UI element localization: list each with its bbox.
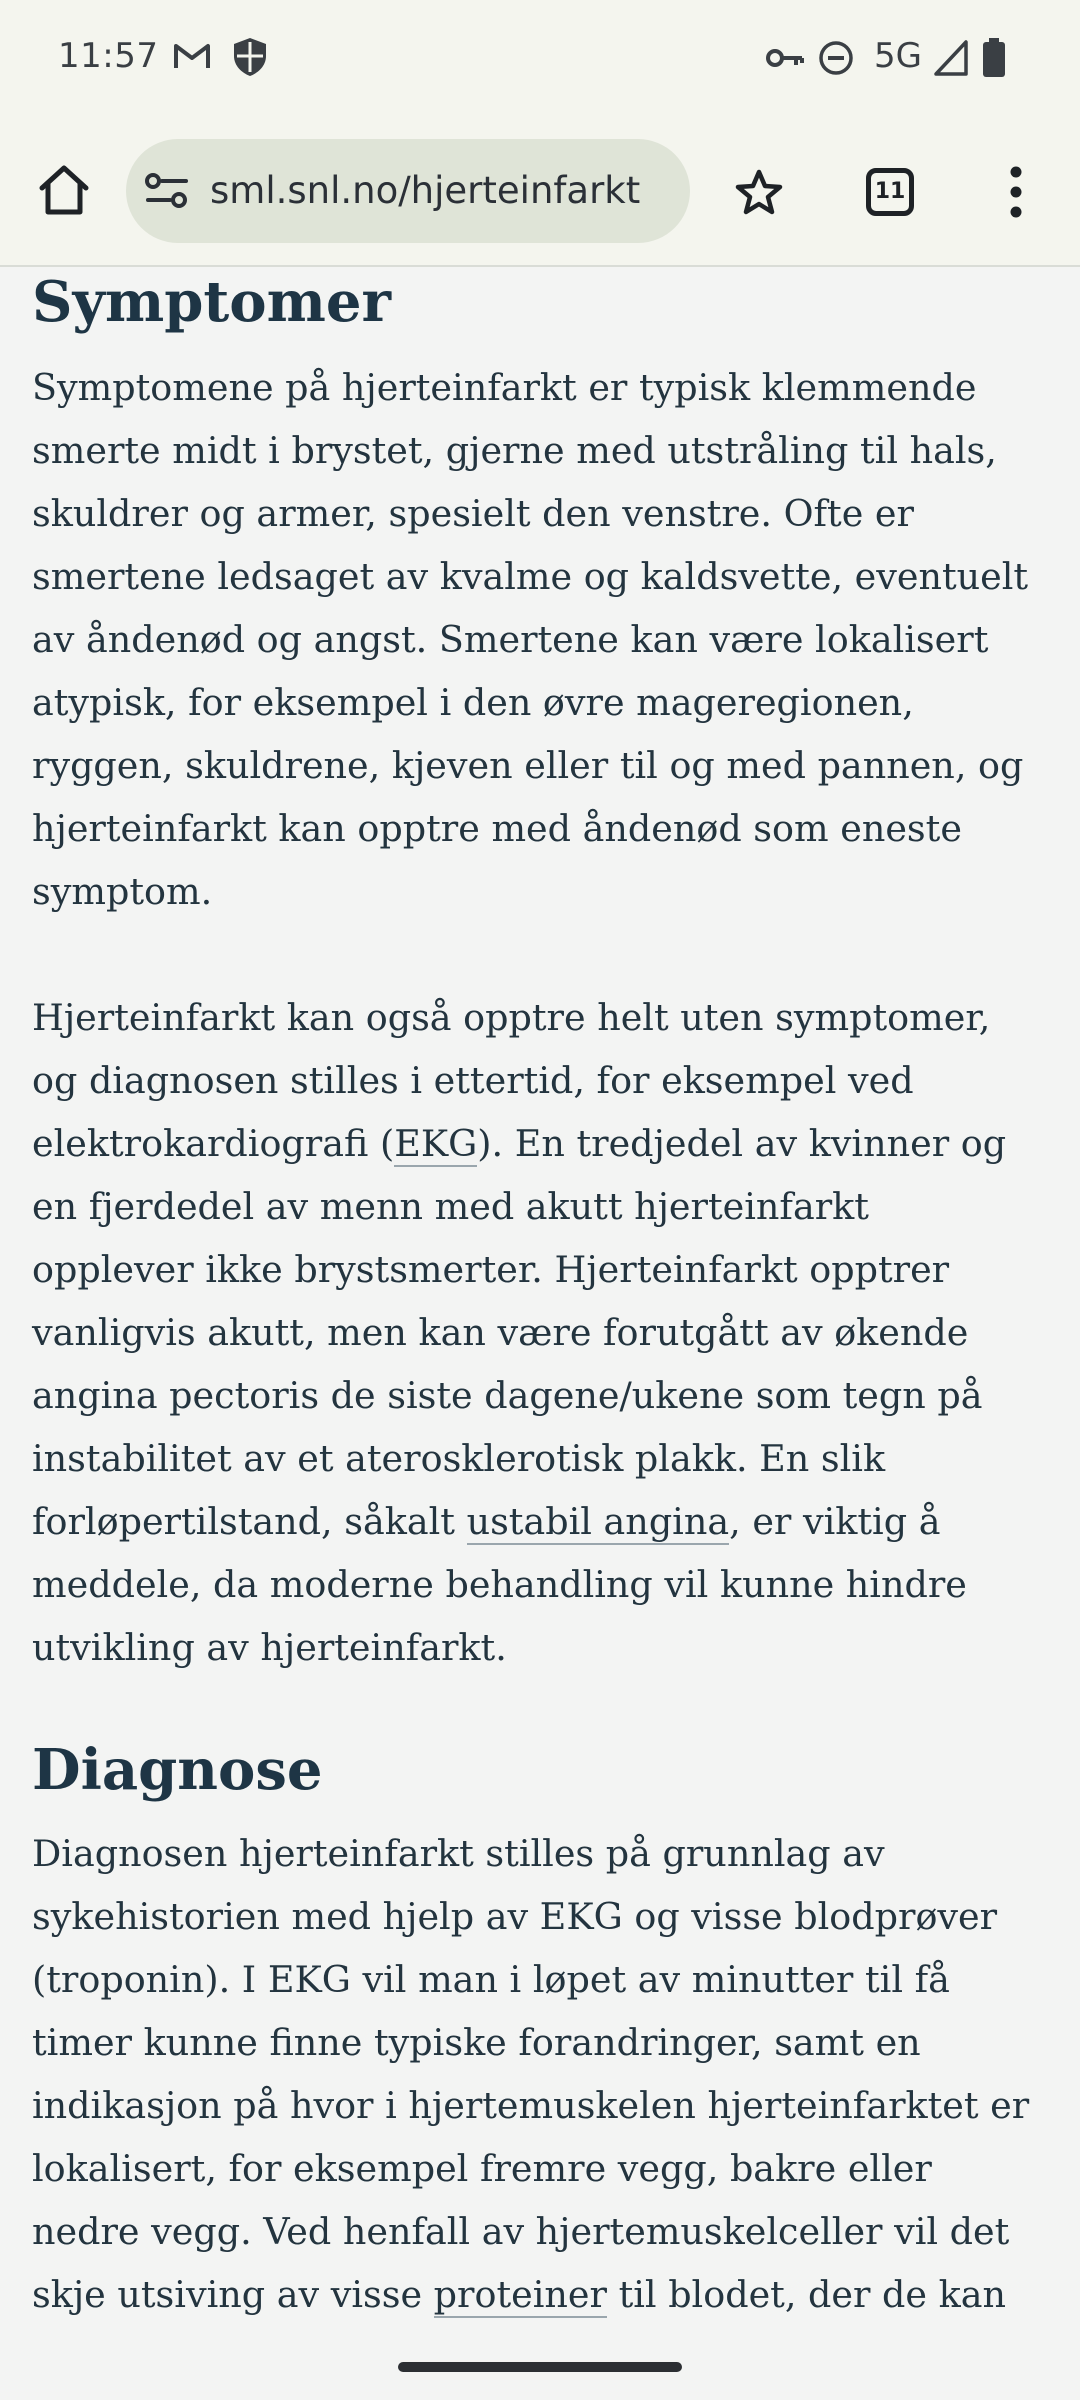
text-line: nedre vegg. Ved henfall av hjertemuskelceller vil det [32, 2210, 1010, 2253]
text-fragment: elektrokardiografi ( [32, 1122, 395, 1165]
tabs-icon[interactable] [866, 168, 914, 216]
text-line [32, 2263, 1062, 2326]
gesture-navigation-bar[interactable] [398, 2362, 682, 2372]
text-line [32, 1490, 1062, 1553]
text-line: skuldrer og armer, spesielt den venstre. Ofte er [32, 492, 914, 535]
text-line: sykehistorien med hjelp av EKG og visse blodprøver [32, 1895, 998, 1938]
text-line: hjerteinfarkt kan opptre med åndenød som eneste [32, 807, 962, 850]
text-line: lokalisert, for eksempel fremre vegg, bakre eller [32, 2147, 932, 2190]
tab-count: 11 [874, 179, 906, 204]
text-line: atypisk, for eksempel i den øvre mageregionen, [32, 681, 914, 724]
battery-icon [982, 38, 1006, 83]
text-line: opplever ikke brystsmerter. Hjerteinfarkt opptrer [32, 1248, 950, 1291]
status-time: 11:57 [58, 36, 159, 76]
home-icon[interactable] [36, 162, 92, 223]
site-settings-icon[interactable] [144, 171, 190, 216]
text-line: smerte midt i brystet, gjerne med utstråling til hals, [32, 429, 997, 472]
status-bar [0, 0, 1080, 120]
text-line: symptom. [32, 870, 213, 913]
text-line: av åndenød og angst. Smertene kan være lokalisert [32, 618, 989, 661]
text-line: timer kunne finne typiske forandringer, samt en [32, 2021, 921, 2064]
address-bar[interactable] [126, 139, 690, 243]
text-fragment: forløpertilstand, såkalt [32, 1500, 467, 1543]
text-fragment: ). En tredjedel av kvinner og [477, 1122, 1007, 1165]
vpn-key-icon [766, 46, 806, 75]
link-proteiner[interactable]: proteiner [433, 2273, 607, 2316]
gmail-icon [172, 40, 212, 77]
section-heading-diagnose: Diagnose [32, 1737, 323, 1803]
network-type: 5G [874, 36, 922, 76]
text-line [32, 1112, 1062, 1175]
text-line: utvikling av hjerteinfarkt. [32, 1626, 507, 1669]
text-line: vanligvis akutt, men kan være forutgått av økende [32, 1311, 969, 1354]
text-fragment: , er viktig å [729, 1500, 941, 1543]
bookmark-star-icon[interactable] [734, 168, 784, 221]
signal-icon [934, 40, 968, 81]
url-text[interactable]: sml.snl.no/hjerteinfarkt [210, 169, 641, 212]
text-line: en fjerdedel av menn med akutt hjerteinfarkt [32, 1185, 869, 1228]
section-heading-symptomer: Symptomer [32, 269, 391, 335]
text-line: instabilitet av et aterosklerotisk plakk. En slik [32, 1437, 886, 1480]
text-line: ryggen, skuldrene, kjeven eller til og med pannen, og [32, 744, 1024, 787]
paragraph-silent-infarction [32, 986, 1062, 1679]
paragraph-diagnosis [32, 1822, 1062, 2326]
shield-icon [230, 36, 270, 83]
text-line: Symptomene på hjerteinfarkt er typisk klemmende [32, 366, 977, 409]
text-line: og diagnosen stilles i ettertid, for eksempel ved [32, 1059, 914, 1102]
text-line: Hjerteinfarkt kan også opptre helt uten symptomer, [32, 996, 991, 1039]
text-line: (troponin). I EKG vil man i løpet av minutter til få [32, 1958, 950, 2001]
text-line: angina pectoris de siste dagene/ukene som tegn på [32, 1374, 983, 1417]
text-line: smertene ledsaget av kvalme og kaldsvette, eventuelt [32, 555, 1029, 598]
text-line: indikasjon på hvor i hjertemuskelen hjerteinfarktet er [32, 2084, 1030, 2127]
link-ekg[interactable]: EKG [394, 1122, 478, 1165]
text-fragment: til blodet, der de kan [606, 2273, 1007, 2316]
link-ustabil-angina[interactable]: ustabil angina [466, 1500, 730, 1543]
do-not-disturb-icon [818, 40, 854, 81]
browser-toolbar [0, 120, 1080, 267]
paragraph-symptoms [32, 356, 1062, 923]
text-fragment: skje utsiving av visse [32, 2273, 434, 2316]
text-line: Diagnosen hjerteinfarkt stilles på grunnlag av [32, 1832, 885, 1875]
more-menu-icon[interactable] [1008, 166, 1024, 223]
text-line: meddele, da moderne behandling vil kunne hindre [32, 1563, 967, 1606]
